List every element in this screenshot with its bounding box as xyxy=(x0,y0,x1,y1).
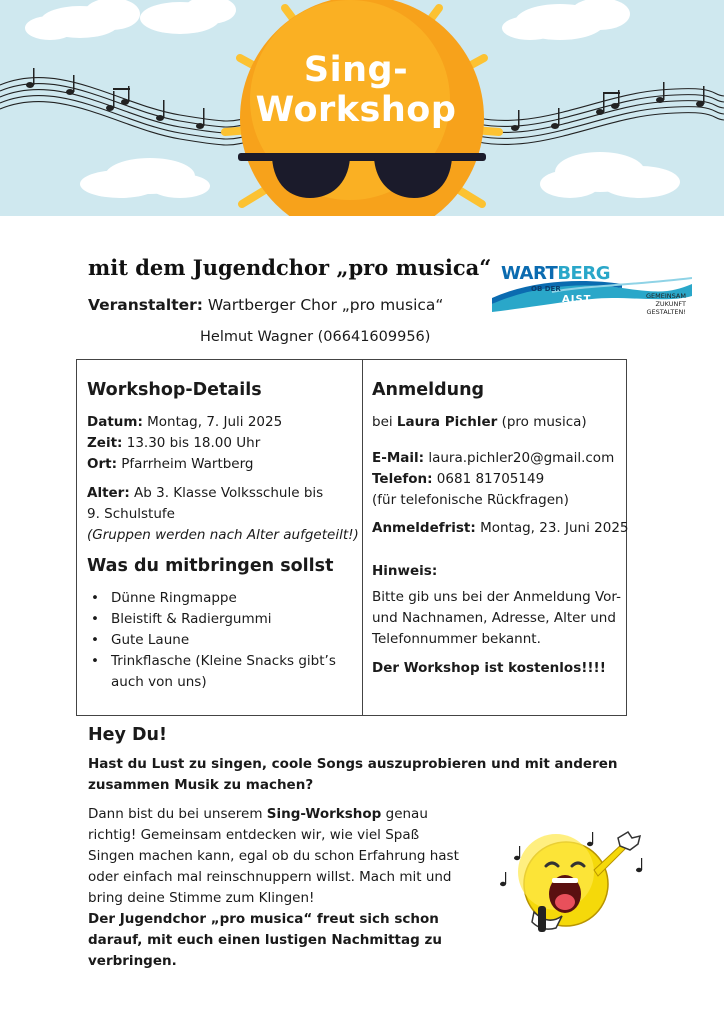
free-notice xyxy=(372,658,606,678)
organizer-label: Veranstalter: xyxy=(88,296,203,314)
logo-ob-der: OB DER xyxy=(531,285,561,293)
logo-slogan xyxy=(646,292,686,316)
hero-title xyxy=(246,50,466,130)
age-row xyxy=(87,483,323,503)
phone-note: (für telefonische Rückfragen) xyxy=(372,492,569,508)
date-label: Datum: xyxy=(87,414,143,430)
logo-slogan-line: GESTALTEN! xyxy=(646,308,686,316)
list-item: • Bleistift & Radiergummi xyxy=(87,609,347,630)
logo-wart: WART xyxy=(501,263,558,284)
bring-heading: Was du mitbringen sollst xyxy=(87,556,334,576)
cloud-icon xyxy=(25,0,140,40)
list-item-text: Trinkflasche (Kleine Snacks gibt’s xyxy=(111,653,336,669)
logo-wordmark xyxy=(501,263,610,284)
logo-slogan-line: GEMEINSAM xyxy=(646,292,686,300)
logo-berg: BERG xyxy=(557,263,610,284)
email-value[interactable]: laura.pichler20@gmail.com xyxy=(424,450,615,466)
email-label: E-Mail: xyxy=(372,450,425,466)
hey-body-suffix: genau richtig! Gemeinsam entdecken wir, wie viel Spaß Singen machen kann, egal ob du schon Erfahrung hast oder einfach mal reinschnuppern willst. Mach mit und bring deine Stimme zum Klingen! xyxy=(88,806,459,906)
music-staff-icon xyxy=(478,89,724,145)
details-box xyxy=(76,359,627,716)
age-value: Ab 3. Klasse Volksschule bis xyxy=(129,485,324,501)
age-note: (Gruppen werden nach Alter aufgeteilt!) xyxy=(87,527,359,543)
registration-by xyxy=(372,412,587,432)
time-label: Zeit: xyxy=(87,435,123,451)
registration-name: Laura Pichler xyxy=(396,414,498,430)
hero-banner xyxy=(0,0,724,216)
bring-list xyxy=(87,588,347,693)
hero-title-line1: Sing- xyxy=(303,50,409,90)
list-item: • Dünne Ringmappe xyxy=(87,588,347,609)
phone-value: 0681 81705149 xyxy=(432,471,545,487)
hey-closing: Der Jugendchor „pro musica“ freut sich schon darauf, mit euch einen lustigen Nachmittag zu verbringen. xyxy=(88,911,442,969)
cloud-icon xyxy=(502,0,630,40)
logo-slogan-line: ZUKUNFT xyxy=(655,300,686,308)
place-row xyxy=(87,454,254,474)
free-notice-text: Der Workshop ist kostenlos!!!! xyxy=(372,660,606,676)
list-item: • Gute Laune xyxy=(87,630,347,651)
contact-person: Helmut Wagner (06641609956) xyxy=(200,329,431,345)
hey-body-prefix: Dann bist du bei unserem xyxy=(88,806,267,822)
time-row xyxy=(87,433,260,453)
organizer-value: Wartberger Chor „pro musica“ xyxy=(202,296,444,314)
deadline-label: Anmeldefrist: xyxy=(372,520,476,536)
wartberg-logo xyxy=(492,262,692,322)
place-value: Pfarrheim Wartberg xyxy=(117,456,254,472)
singing-smiley-icon xyxy=(494,826,659,936)
phone-row xyxy=(372,469,544,489)
cloud-icon xyxy=(80,158,210,198)
box-divider xyxy=(362,360,363,715)
phone-label: Telefon: xyxy=(372,471,433,487)
registration-by-prefix: bei xyxy=(372,414,397,430)
hey-body-bold: Sing-Workshop xyxy=(266,806,382,822)
age-row-2: 9. Schulstufe xyxy=(87,506,175,522)
cloud-icon xyxy=(140,0,236,34)
hey-question: Hast du Lust zu singen, coole Songs auszuprobieren und mit anderen zusammen Musik zu machen? xyxy=(88,756,618,793)
date-row xyxy=(87,412,282,432)
logo-aist: AIST xyxy=(562,294,592,305)
organizer xyxy=(88,296,443,314)
place-label: Ort: xyxy=(87,456,117,472)
deadline-row xyxy=(372,518,629,538)
music-staff-icon xyxy=(0,78,250,145)
details-heading: Workshop-Details xyxy=(87,380,262,400)
list-item-text: auch von uns) xyxy=(111,674,207,690)
cloud-icon xyxy=(540,152,680,198)
age-label: Alter: xyxy=(87,485,130,501)
hint-line: Telefonnummer bekannt. xyxy=(372,631,541,647)
time-value: 13.30 bis 18.00 Uhr xyxy=(122,435,261,451)
hero-title-line2: Workshop xyxy=(255,90,457,130)
hey-body xyxy=(88,804,463,972)
subtitle: mit dem Jugendchor „pro musica“ xyxy=(88,255,492,280)
hey-heading: Hey Du! xyxy=(88,725,167,745)
registration-heading: Anmeldung xyxy=(372,380,485,400)
hint-line: Bitte gib uns bei der Anmeldung Vor- xyxy=(372,589,621,605)
deadline-value: Montag, 23. Juni 2025 xyxy=(475,520,629,536)
email-row xyxy=(372,448,614,468)
hint-label-text: Hinweis: xyxy=(372,563,438,579)
hint-line: und Nachnamen, Adresse, Alter und xyxy=(372,610,616,626)
hint-label xyxy=(372,561,437,581)
date-value: Montag, 7. Juli 2025 xyxy=(142,414,283,430)
list-item xyxy=(87,651,347,693)
registration-by-suffix: (pro musica) xyxy=(497,414,587,430)
